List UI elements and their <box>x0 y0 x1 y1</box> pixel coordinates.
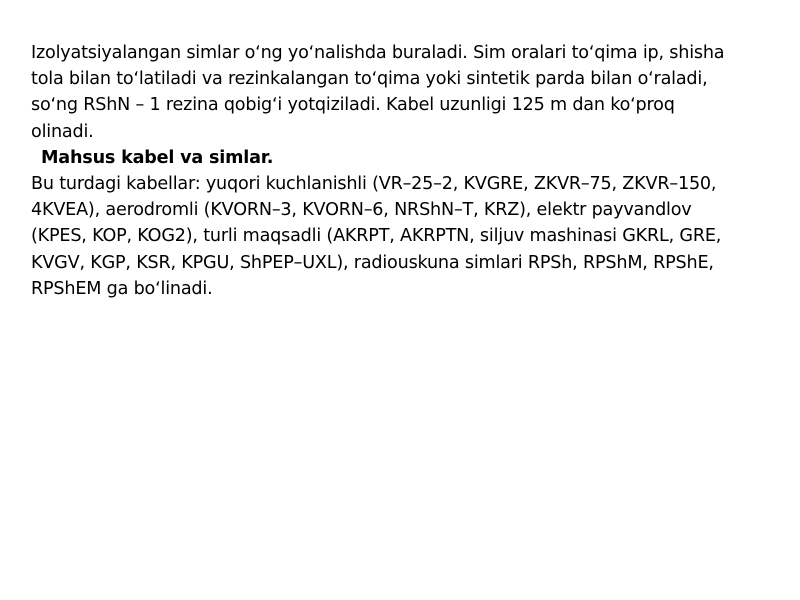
paragraph-cable-types: Bu turdagi kabellar: yuqori kuchlanishli (VR–25–2, KVGRE, ZKVR–75, ZKVR–150, 4KVEA), aerodromli (KVORN–3, KVORN–6, NRShN–T, KRZ), elektr payvandlov (KPES, KOP, KOG2), turli maqsadli (AKRPT, AKRPTN, siljuv mashinasi GKRL, GRE, KVGV, KGP, KSR, KPGU, ShPEP–UXL), radiouskuna simlari RPSh, RPShM, RPShE, RPShEM ga boʻlinadi. <box>31 174 722 299</box>
body-text <box>31 40 776 302</box>
section-heading: Mahsus kabel va simlar. <box>41 147 274 168</box>
paragraph-cable-construction: Izolyatsiyalangan simlar oʻng yoʻnalishda buraladi. Sim oralari toʻqima ip, shisha tola bilan toʻlatiladi va rezinkalangan toʻqima yoki sintetik parda bilan oʻraladi, soʻng RShN – 1 rezina qobigʻi yotqiziladi. Kabel uzunligi 125 m dan koʻproq olinadi. <box>31 43 725 142</box>
